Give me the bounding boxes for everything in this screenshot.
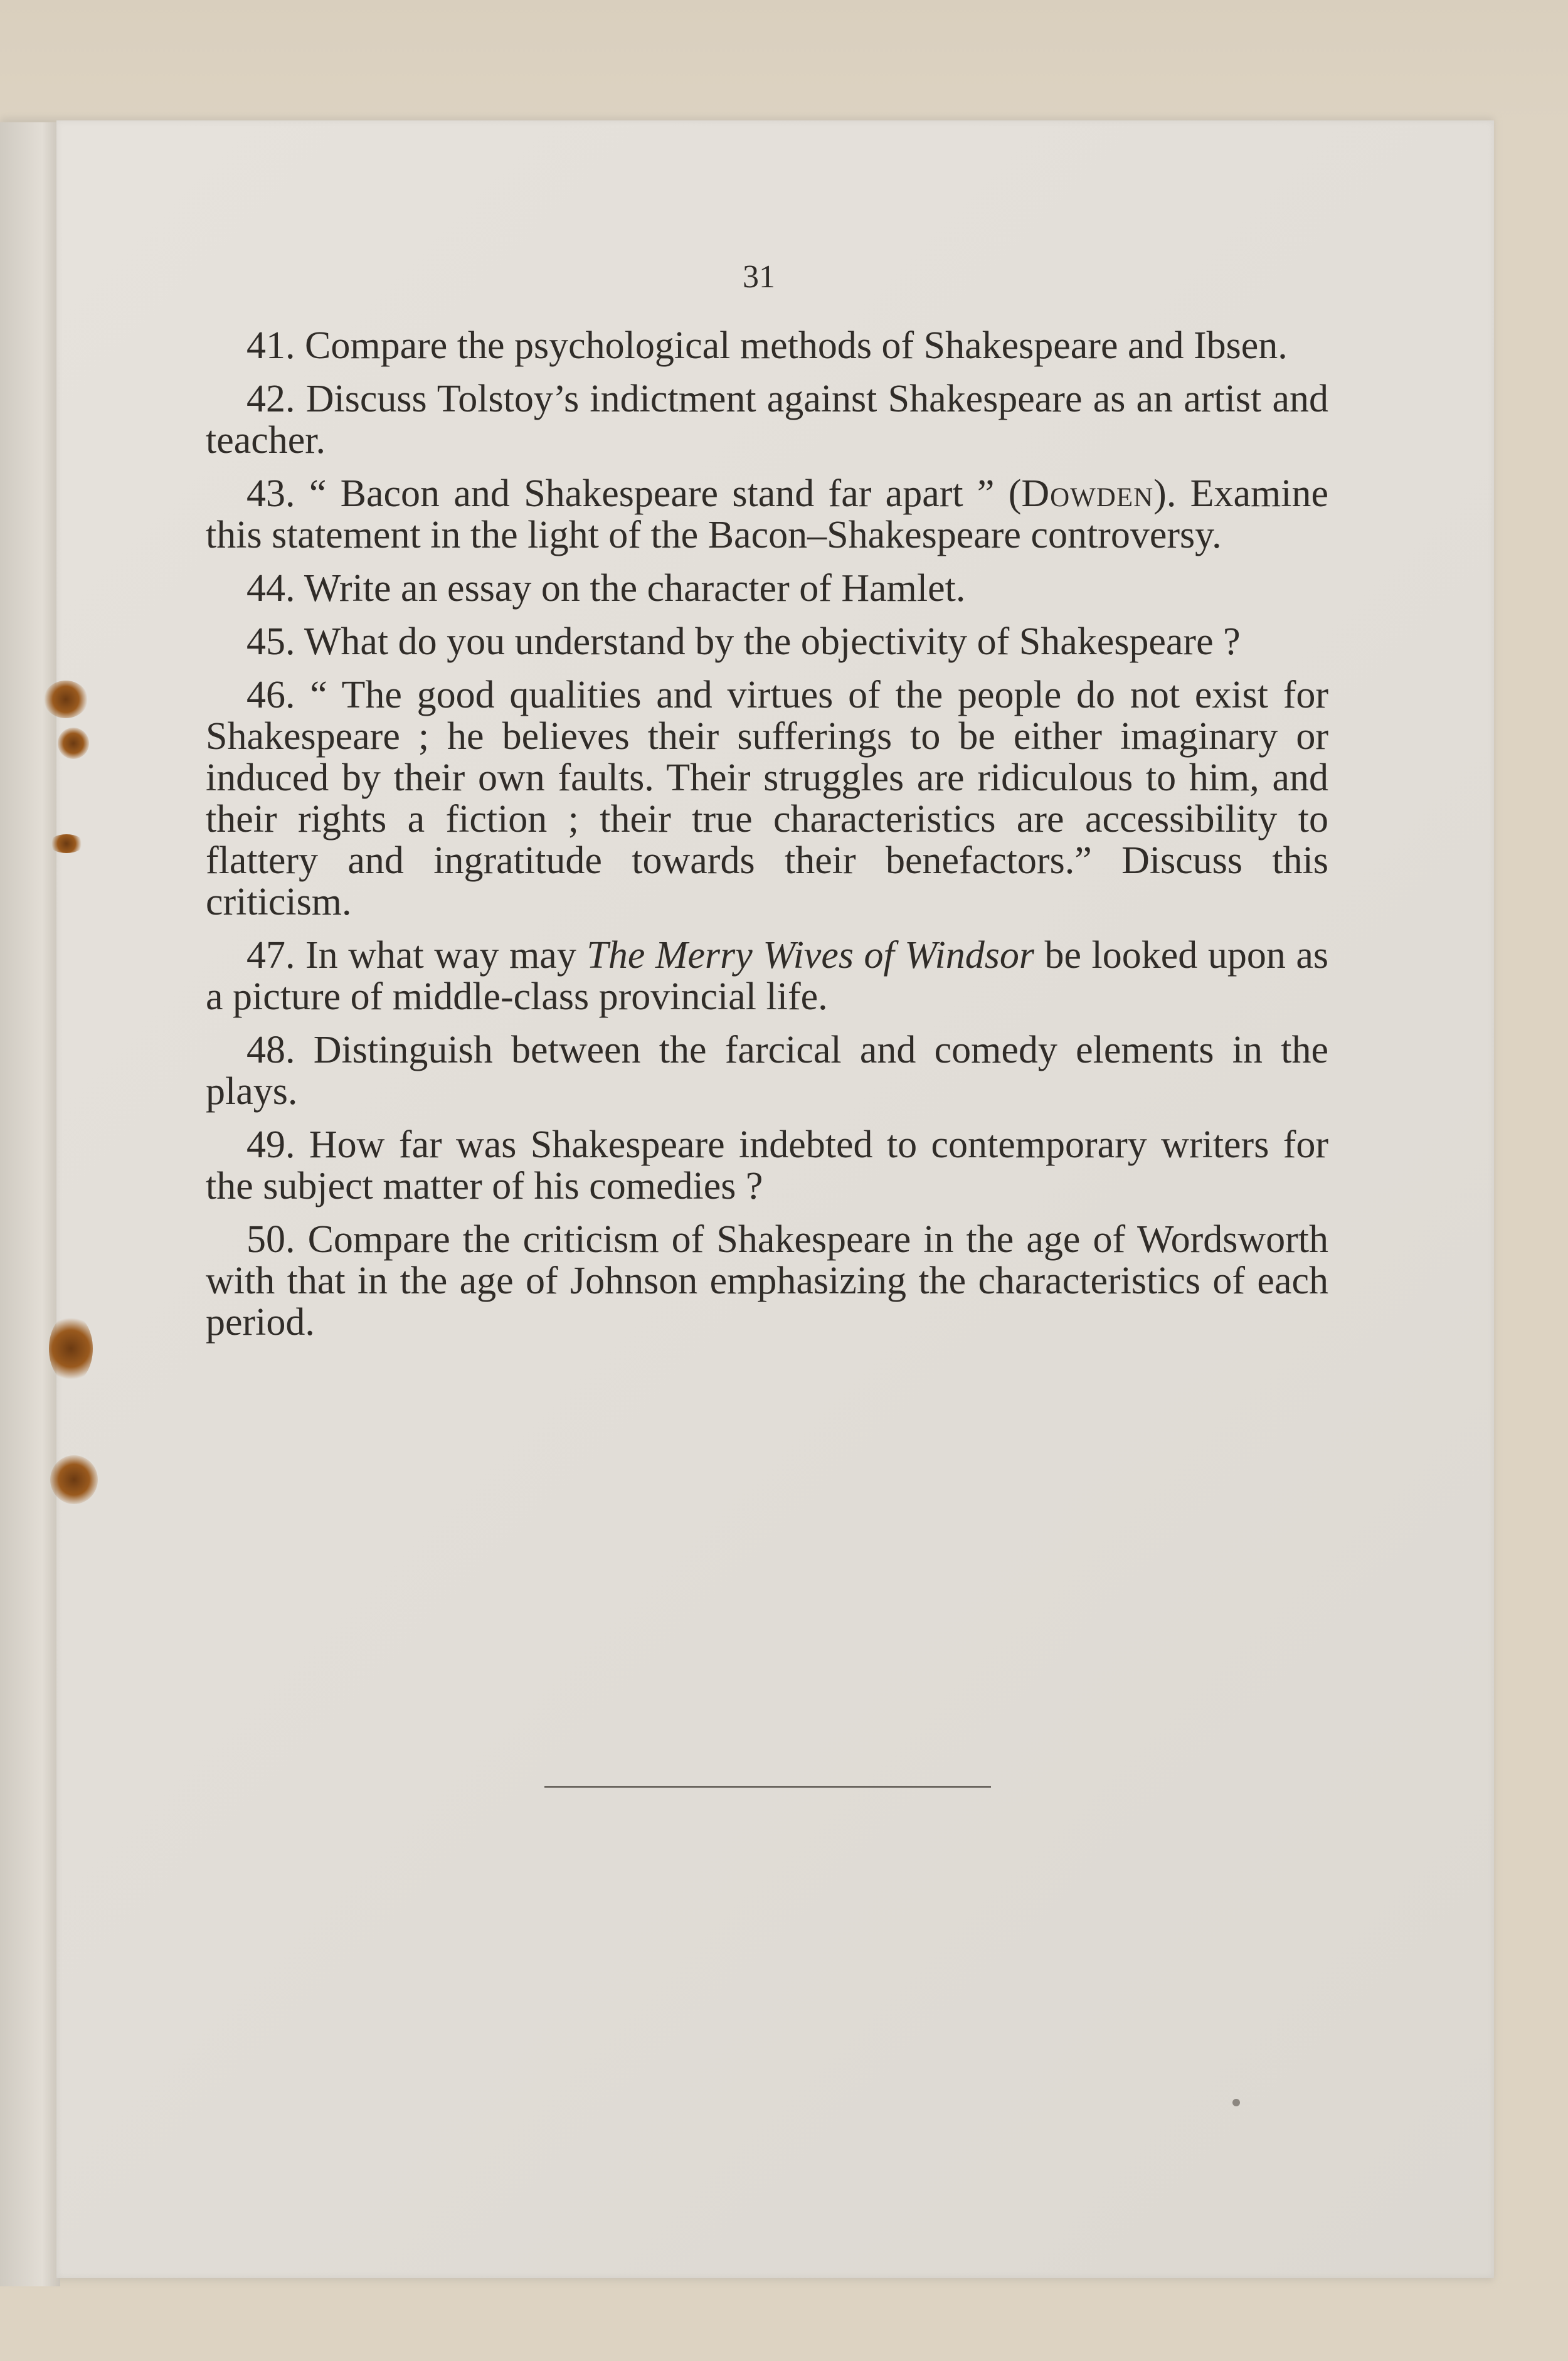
rust-stain <box>44 681 88 718</box>
question-text: Write an essay on the character of Hamlet. <box>304 567 966 610</box>
question-50 <box>206 1219 1328 1343</box>
question-text: What do you understand by the objectivity of Shakespeare ? <box>304 620 1241 663</box>
question-number: 41. <box>246 324 295 367</box>
question-46 <box>206 674 1328 923</box>
question-text-start: In what way may <box>305 934 587 977</box>
question-48 <box>206 1029 1328 1112</box>
question-43 <box>206 473 1328 556</box>
question-text-start: “ Bacon and Shakespeare stand far apart ” ( <box>309 472 1022 515</box>
question-49 <box>206 1124 1328 1207</box>
rust-stain <box>58 728 89 759</box>
paper-speck <box>1232 2099 1240 2106</box>
question-number: 45. <box>246 620 295 663</box>
question-41 <box>206 325 1328 366</box>
backdrop <box>0 0 1568 125</box>
binding-edge <box>0 122 60 2286</box>
rust-stain <box>50 1455 98 1504</box>
question-45 <box>206 621 1328 662</box>
question-text: Distinguish between the farcical and comedy elements in the plays. <box>206 1029 1328 1113</box>
question-42 <box>206 378 1328 461</box>
question-text: How far was Shakespeare indebted to contemporary writers for the subject matter of his comedies ? <box>206 1123 1329 1207</box>
cited-author: Dowden <box>1021 472 1154 515</box>
question-text: Discuss Tolstoy’s indictment against Shakespeare as an artist and teacher. <box>206 378 1328 462</box>
question-list <box>206 325 1328 1355</box>
end-rule <box>544 1786 991 1788</box>
question-text: Compare the criticism of Shakespeare in the age of Wordsworth with that in the age of Johnson emphasizing the characteristics of each period. <box>206 1218 1329 1344</box>
question-number: 49. <box>246 1123 295 1166</box>
rust-stain <box>49 834 84 853</box>
question-text: Compare the psychological methods of Shakespeare and Ibsen. <box>305 324 1288 367</box>
question-number: 46. <box>246 674 295 716</box>
question-number: 42. <box>246 378 295 420</box>
question-text: “ The good qualities and virtues of the people do not exist for Shakespeare ; he believes their sufferings to be either imaginary or induced by their own faults. Their struggles are ridiculous to him, and their rights a fiction ; their true characteristics are accessibility to flattery and ingratitude towards their benefactors.” Discuss this criticism. <box>206 674 1329 923</box>
rust-stain <box>49 1314 93 1383</box>
question-number: 47. <box>246 934 295 977</box>
play-title: The Merry Wives of Windsor <box>586 934 1034 977</box>
question-number: 50. <box>246 1218 295 1261</box>
question-text-end: ). Examine this statement in the light of the Bacon–Shakespeare controversy. <box>206 472 1328 556</box>
question-number: 43. <box>246 472 295 515</box>
question-47 <box>206 935 1328 1017</box>
question-number: 48. <box>246 1029 295 1071</box>
question-44 <box>206 568 1328 609</box>
question-number: 44. <box>246 567 295 610</box>
page-number: 31 <box>743 259 775 295</box>
question-text-end: be looked upon as a picture of middle-class provincial life. <box>206 934 1328 1018</box>
